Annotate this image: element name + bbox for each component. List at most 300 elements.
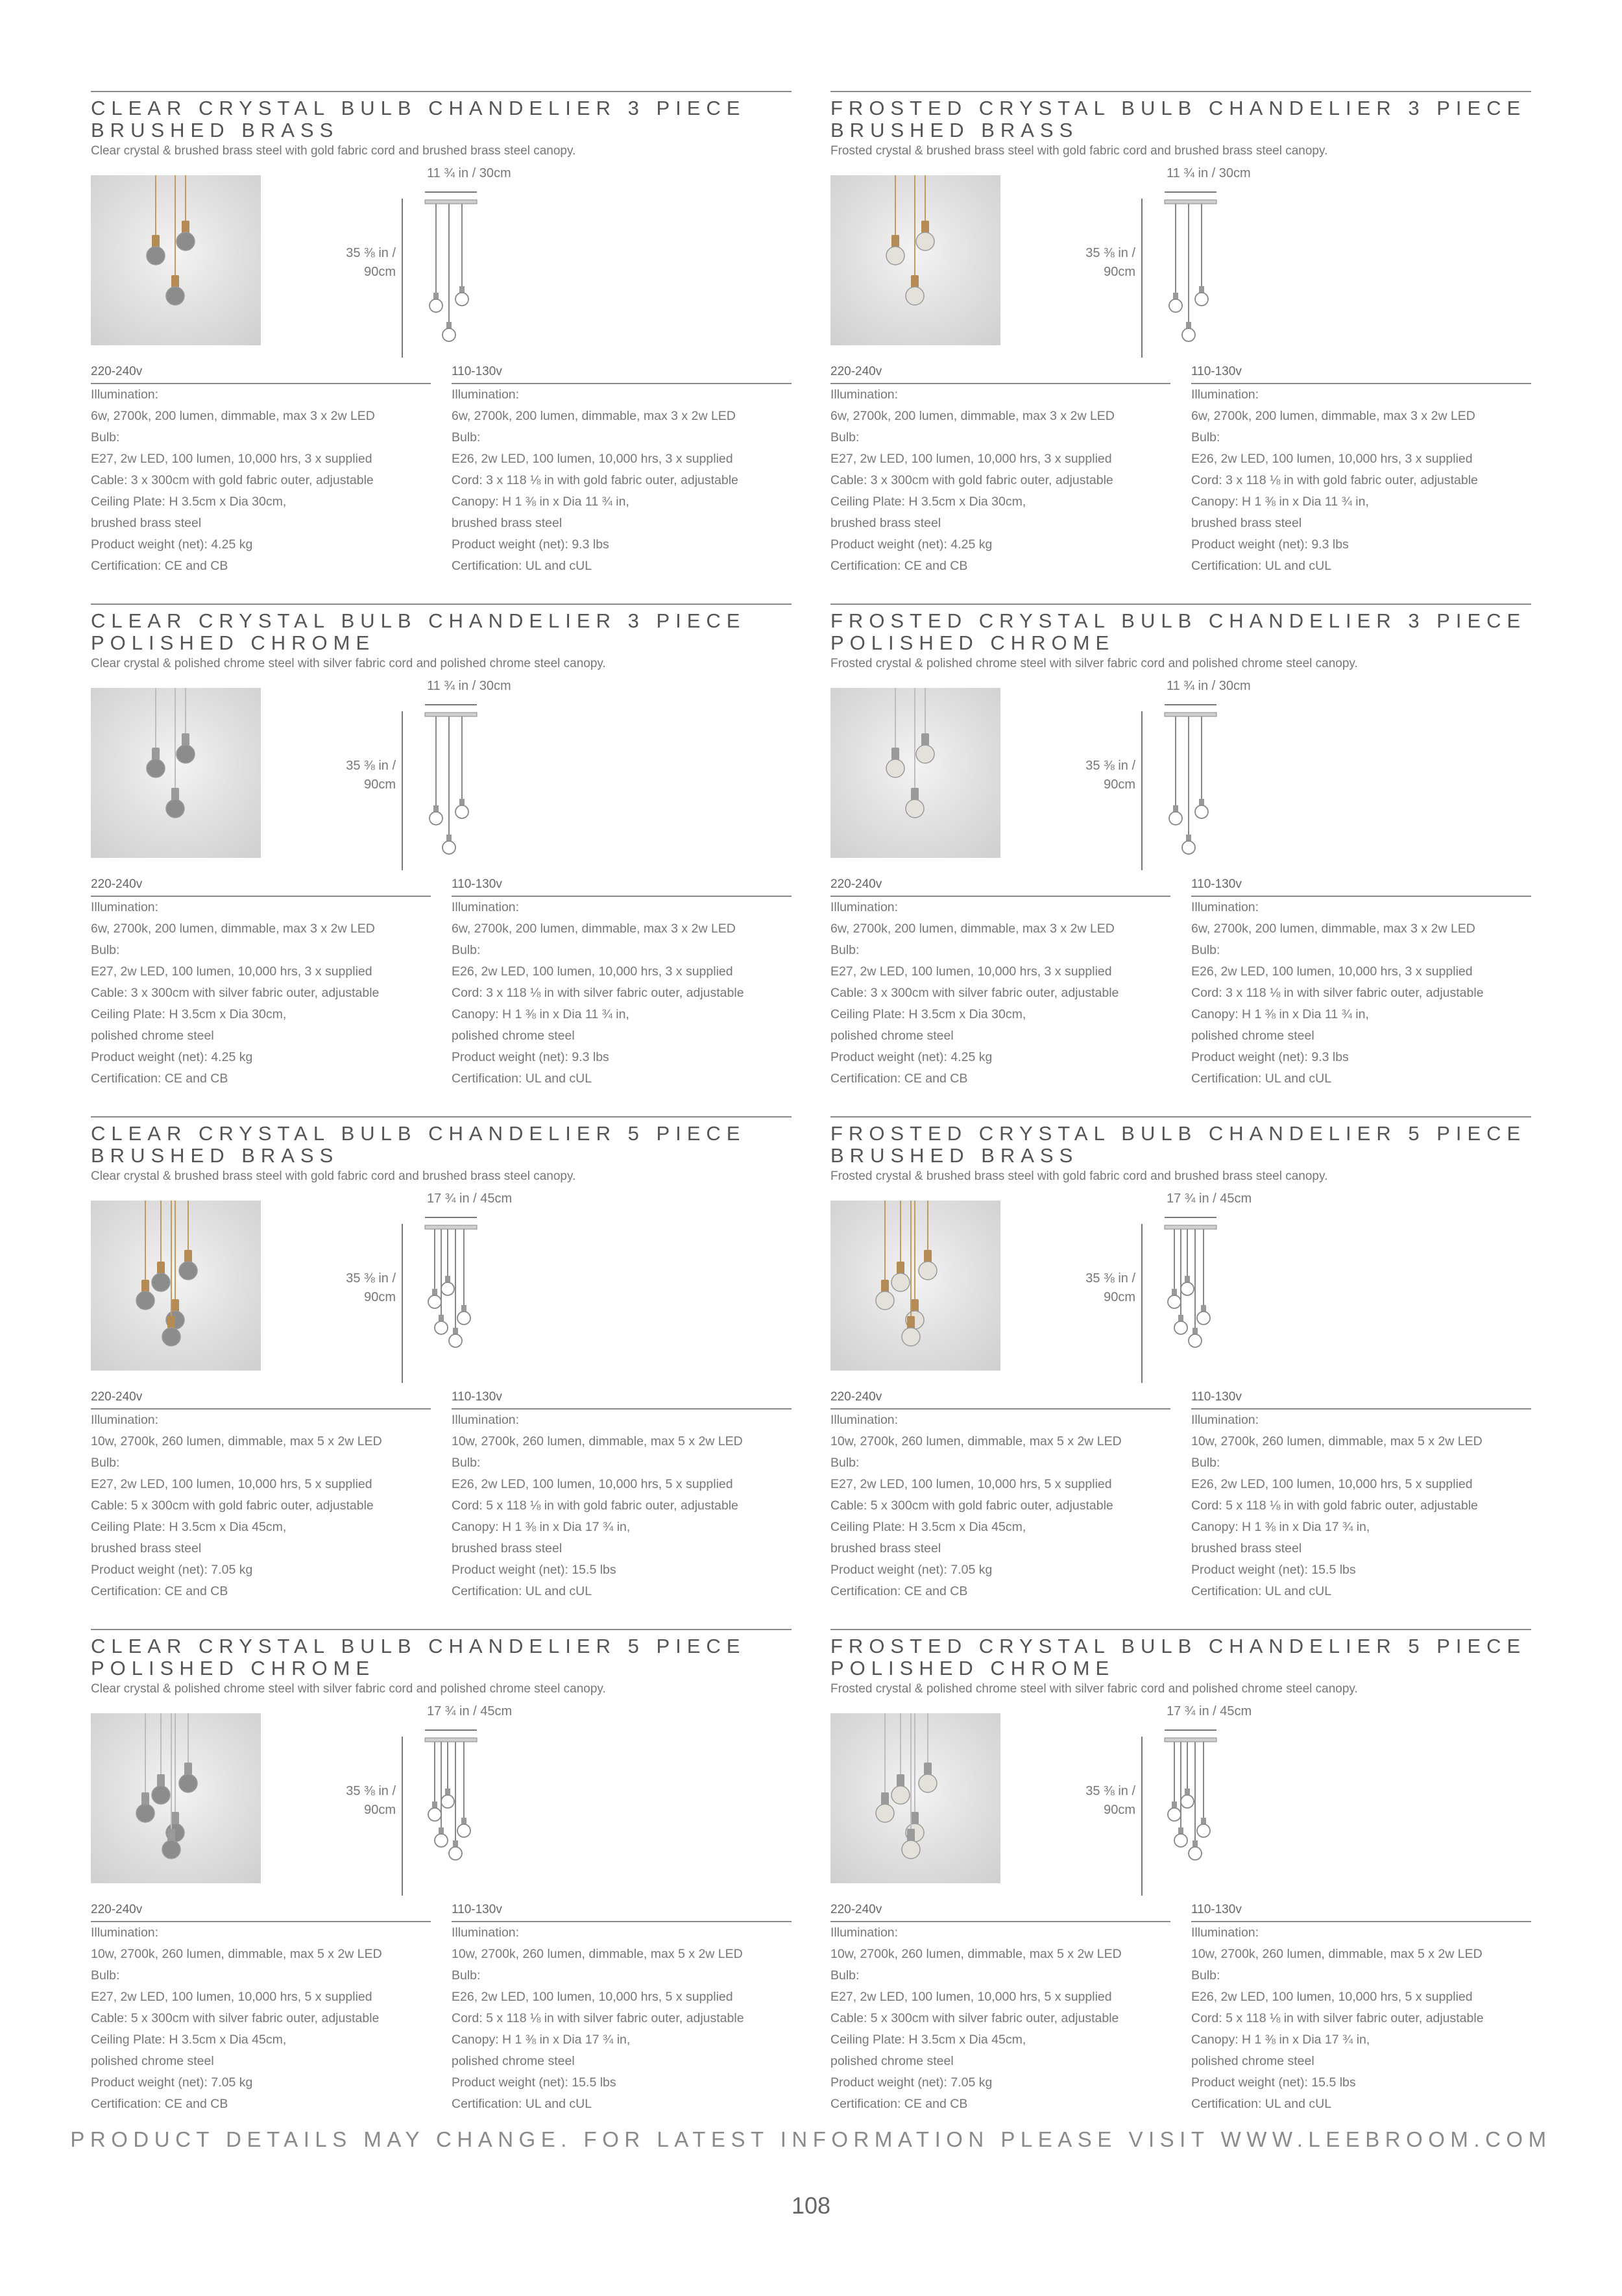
spec-line: Illumination: — [91, 1925, 159, 1940]
bulb-shape — [162, 1840, 180, 1859]
bulb-shape — [441, 1282, 454, 1295]
height-dimension: 35 ⅜ in / 90cm — [346, 1784, 396, 1817]
spec-line: brushed brass steel — [830, 1541, 941, 1556]
spec-line: Product weight (net): 9.3 lbs — [452, 537, 609, 552]
spec-line: Canopy: H 1 ⅜ in x Dia 11 ¾ in, — [1191, 495, 1369, 509]
spec-line: Illumination: — [452, 900, 520, 914]
product-photo — [830, 175, 1000, 345]
spec-line: Illumination: — [452, 387, 520, 402]
spec-line: Certification: CE and CB — [91, 1071, 228, 1086]
product-description: Frosted crystal & polished chrome steel with silver fabric cord and polished chrome steel canopy. — [830, 657, 1358, 670]
lamp-holder-shape — [182, 733, 189, 746]
spec-line: Bulb: — [452, 1456, 481, 1470]
dimension-diagram — [1019, 166, 1343, 361]
lamp-holder-shape — [453, 1840, 458, 1847]
dimension-diagram — [279, 1191, 603, 1386]
canopy-shape — [1165, 1738, 1216, 1742]
product-title: CLEAR CRYSTAL BULB CHANDELIER 3 PIECE BRUSHED BRASS — [91, 97, 746, 141]
spec-line: Illumination: — [830, 900, 899, 914]
specifications — [830, 1390, 1531, 1602]
spec-line: 10w, 2700k, 260 lumen, dimmable, max 5 x 2w LED — [91, 1434, 382, 1448]
lamp-holder-shape — [911, 1299, 919, 1312]
bulb-shape — [136, 1804, 154, 1822]
spec-line: Certification: UL and cUL — [1191, 2097, 1332, 2111]
voltage-heading: 110-130v — [452, 1903, 792, 1922]
spec-line: Bulb: — [830, 1968, 860, 1983]
lamp-holder-shape — [167, 1316, 175, 1329]
lamp-holder-shape — [171, 275, 179, 288]
spec-line: Illumination: — [830, 1413, 899, 1427]
width-dimension: 11 ¾ in / 30cm — [427, 166, 511, 180]
spec-column-220-240v — [91, 877, 431, 1090]
spec-line: Cord: 5 x 118 ⅛ in with silver fabric outer, adjustable — [452, 2011, 744, 2025]
spec-line: Bulb: — [91, 943, 120, 957]
footer-notice: PRODUCT DETAILS MAY CHANGE. FOR LATEST INFORMATION PLEASE VISIT WWW.LEEBROOM.COM — [70, 2127, 1552, 2151]
spec-line: Canopy: H 1 ⅜ in x Dia 17 ¾ in, — [1191, 1520, 1370, 1534]
product-title: FROSTED CRYSTAL BULB CHANDELIER 5 PIECE POLISHED CHROME — [830, 1635, 1527, 1679]
spec-line: Illumination: — [1191, 900, 1259, 914]
bulb-shape — [435, 1834, 448, 1847]
spec-line: Cable: 3 x 300cm with silver fabric outer, adjustable — [830, 986, 1119, 1000]
dimension-diagram — [1019, 1704, 1343, 1899]
height-dimension: 35 ⅜ in / 90cm — [346, 246, 396, 279]
spec-line: Certification: UL and cUL — [452, 1071, 592, 1086]
spec-line: Product weight (net): 15.5 lbs — [1191, 1563, 1356, 1577]
spec-line: E26, 2w LED, 100 lumen, 10,000 hrs, 5 x supplied — [452, 1990, 733, 2004]
spec-line: Cord: 3 x 118 ⅛ in with silver fabric outer, adjustable — [1191, 986, 1484, 1000]
lamp-holder-shape — [432, 1289, 437, 1295]
bulb-shape — [886, 247, 904, 265]
lamp-holder-shape — [184, 1763, 192, 1776]
voltage-heading: 110-130v — [1191, 1390, 1531, 1410]
pendant-illustration — [91, 1713, 261, 1883]
lamp-holder-shape — [1186, 322, 1191, 328]
product-photo — [830, 688, 1000, 858]
spec-line: Bulb: — [91, 430, 120, 445]
product-description: Frosted crystal & brushed brass steel with gold fabric cord and brushed brass steel canopy. — [830, 144, 1328, 158]
width-dimension: 11 ¾ in / 30cm — [427, 679, 511, 693]
bulb-shape — [891, 1786, 910, 1804]
canopy-shape — [1165, 200, 1216, 204]
bulb-shape — [166, 287, 184, 305]
spec-line: 6w, 2700k, 200 lumen, dimmable, max 3 x 2w LED — [452, 922, 736, 936]
lamp-holder-shape — [1201, 1305, 1206, 1312]
lamp-holder-shape — [167, 1829, 175, 1842]
bulb-shape — [919, 1774, 937, 1792]
product-photo — [91, 1201, 261, 1371]
lamp-holder-shape — [439, 1315, 444, 1321]
bulb-shape — [1189, 1847, 1202, 1860]
product-description: Clear crystal & brushed brass steel with gold fabric cord and brushed brass steel canopy. — [91, 1169, 576, 1183]
width-dimension: 17 ¾ in / 45cm — [427, 1191, 513, 1206]
spec-line: Bulb: — [452, 943, 481, 957]
spec-line: Illumination: — [1191, 1413, 1259, 1427]
spec-line: 10w, 2700k, 260 lumen, dimmable, max 5 x 2w LED — [452, 1947, 743, 1961]
height-dimension: 35 ⅜ in / 90cm — [346, 1271, 396, 1304]
specifications — [91, 1390, 792, 1602]
spec-line: Ceiling Plate: H 3.5cm x Dia 30cm, — [830, 495, 1026, 509]
bulb-shape — [455, 293, 468, 306]
spec-line: Product weight (net): 7.05 kg — [830, 1563, 993, 1577]
bulb-shape — [152, 1786, 170, 1804]
spec-line: Product weight (net): 4.25 kg — [91, 1050, 253, 1064]
voltage-heading: 220-240v — [830, 1903, 1170, 1922]
width-dimension: 17 ¾ in / 45cm — [427, 1704, 513, 1718]
spec-line: polished chrome steel — [830, 1029, 954, 1043]
spec-line: Illumination: — [830, 1925, 899, 1940]
voltage-heading: 220-240v — [91, 1903, 431, 1922]
spec-line: 6w, 2700k, 200 lumen, dimmable, max 3 x 2w LED — [830, 922, 1115, 936]
spec-line: E27, 2w LED, 100 lumen, 10,000 hrs, 3 x supplied — [91, 452, 372, 466]
lamp-holder-shape — [897, 1774, 904, 1787]
spec-line: E27, 2w LED, 100 lumen, 10,000 hrs, 5 x supplied — [830, 1990, 1112, 2004]
product-description: Clear crystal & polished chrome steel with silver fabric cord and polished chrome steel canopy. — [91, 1682, 606, 1696]
voltage-heading: 110-130v — [452, 365, 792, 384]
bulb-shape — [916, 232, 934, 250]
spec-line: Certification: UL and cUL — [1191, 559, 1332, 573]
spec-line: brushed brass steel — [452, 516, 563, 530]
lamp-holder-shape — [445, 1276, 450, 1282]
width-dimension: 17 ¾ in / 45cm — [1167, 1704, 1252, 1718]
bulb-shape — [430, 299, 442, 312]
bulb-shape — [1189, 1334, 1202, 1347]
pendant-illustration — [91, 1201, 261, 1371]
bulb-shape — [1181, 1282, 1194, 1295]
spec-line: brushed brass steel — [91, 1541, 202, 1556]
spec-line: polished chrome steel — [91, 1029, 214, 1043]
voltage-heading: 110-130v — [452, 1390, 792, 1410]
spec-line: polished chrome steel — [1191, 1029, 1314, 1043]
bulb-shape — [876, 1291, 894, 1310]
lamp-holder-shape — [152, 748, 160, 761]
lamp-holder-shape — [1178, 1827, 1183, 1834]
canopy-shape — [425, 713, 477, 716]
bulb-shape — [876, 1804, 894, 1822]
spec-line: Product weight (net): 4.25 kg — [830, 537, 993, 552]
spec-line: Product weight (net): 9.3 lbs — [452, 1050, 609, 1064]
product-card — [91, 91, 792, 604]
bulb-shape — [1168, 1295, 1181, 1308]
bulb-shape — [147, 247, 165, 265]
spec-line: Bulb: — [830, 430, 860, 445]
spec-line: Cable: 3 x 300cm with gold fabric outer, adjustable — [91, 473, 374, 487]
spec-line: Illumination: — [1191, 387, 1259, 402]
spec-line: 6w, 2700k, 200 lumen, dimmable, max 3 x 2w LED — [452, 409, 736, 423]
lamp-holder-shape — [141, 1280, 149, 1293]
lamp-holder-shape — [453, 1328, 458, 1334]
spec-line: polished chrome steel — [1191, 2054, 1314, 2068]
spec-line: Bulb: — [452, 1968, 481, 1983]
spec-line: Product weight (net): 15.5 lbs — [452, 2075, 616, 2090]
lamp-holder-shape — [1201, 1818, 1206, 1824]
product-grid — [91, 91, 1531, 2142]
spec-column-220-240v — [830, 1390, 1170, 1602]
product-photo — [830, 1201, 1000, 1371]
voltage-heading: 220-240v — [830, 877, 1170, 897]
bulb-shape — [906, 287, 924, 305]
spec-line: Illumination: — [91, 1413, 159, 1427]
dimension-diagram — [1019, 679, 1343, 873]
bulb-shape — [442, 841, 455, 854]
bulb-shape — [457, 1312, 470, 1325]
product-card — [91, 604, 792, 1116]
bulb-shape — [902, 1328, 920, 1346]
spec-line: Cable: 5 x 300cm with gold fabric outer, adjustable — [91, 1498, 374, 1513]
spec-line: Illumination: — [830, 387, 899, 402]
lamp-holder-shape — [459, 799, 465, 805]
spec-line: 10w, 2700k, 260 lumen, dimmable, max 5 x 2w LED — [1191, 1434, 1483, 1448]
spec-line: E26, 2w LED, 100 lumen, 10,000 hrs, 3 x supplied — [452, 964, 733, 979]
dimension-diagram — [279, 679, 603, 873]
spec-line: Certification: CE and CB — [91, 1584, 228, 1598]
spec-line: E26, 2w LED, 100 lumen, 10,000 hrs, 5 x supplied — [452, 1477, 733, 1491]
spec-column-110-130v — [1191, 365, 1531, 577]
canopy-shape — [425, 1225, 477, 1229]
lamp-holder-shape — [1173, 293, 1178, 299]
lamp-holder-shape — [184, 1250, 192, 1263]
spec-column-220-240v — [91, 1390, 431, 1602]
bulb-shape — [1174, 1321, 1187, 1334]
bulb-shape — [1197, 1824, 1210, 1837]
specifications — [830, 1903, 1531, 2115]
bulb-shape — [1182, 841, 1195, 854]
spec-line: Cord: 3 x 118 ⅛ in with silver fabric outer, adjustable — [452, 986, 744, 1000]
canopy-shape — [1165, 1225, 1216, 1229]
spec-line: Illumination: — [452, 1413, 520, 1427]
spec-line: Bulb: — [830, 1456, 860, 1470]
lamp-holder-shape — [881, 1792, 889, 1805]
bulb-shape — [442, 328, 455, 341]
lamp-holder-shape — [911, 788, 919, 801]
canopy-shape — [425, 1738, 477, 1742]
spec-line: 6w, 2700k, 200 lumen, dimmable, max 3 x 2w LED — [830, 409, 1115, 423]
spec-line: Bulb: — [830, 943, 860, 957]
product-title: CLEAR CRYSTAL BULB CHANDELIER 3 PIECE POLISHED CHROME — [91, 610, 746, 654]
bulb-shape — [176, 745, 195, 763]
spec-line: 10w, 2700k, 260 lumen, dimmable, max 5 x 2w LED — [452, 1434, 743, 1448]
spec-line: polished chrome steel — [452, 1029, 575, 1043]
voltage-heading: 110-130v — [1191, 365, 1531, 384]
lamp-holder-shape — [1192, 1328, 1198, 1334]
bulb-shape — [457, 1824, 470, 1837]
spec-line: polished chrome steel — [91, 2054, 214, 2068]
spec-line: 6w, 2700k, 200 lumen, dimmable, max 3 x 2w LED — [1191, 922, 1475, 936]
lamp-holder-shape — [1178, 1315, 1183, 1321]
bulb-shape — [916, 745, 934, 763]
lamp-holder-shape — [911, 1812, 919, 1825]
bulb-shape — [428, 1295, 441, 1308]
lamp-holder-shape — [157, 1262, 165, 1275]
lamp-holder-shape — [182, 221, 189, 234]
product-title: FROSTED CRYSTAL BULB CHANDELIER 3 PIECE BRUSHED BRASS — [830, 97, 1527, 141]
bulb-shape — [147, 759, 165, 777]
pendant-illustration — [830, 175, 1000, 345]
spec-line: Cord: 5 x 118 ⅛ in with silver fabric outer, adjustable — [1191, 2011, 1484, 2025]
spec-line: 10w, 2700k, 260 lumen, dimmable, max 5 x 2w LED — [830, 1434, 1122, 1448]
bulb-shape — [1169, 812, 1182, 825]
spec-column-220-240v — [830, 1903, 1170, 2115]
spec-line: Cord: 3 x 118 ⅛ in with gold fabric outer, adjustable — [1191, 473, 1478, 487]
pendant-illustration — [830, 688, 1000, 858]
spec-line: Product weight (net): 9.3 lbs — [1191, 537, 1349, 552]
spec-column-110-130v — [452, 365, 792, 577]
spec-line: polished chrome steel — [830, 2054, 954, 2068]
voltage-heading: 220-240v — [91, 1390, 431, 1410]
product-title: CLEAR CRYSTAL BULB CHANDELIER 5 PIECE BRUSHED BRASS — [91, 1123, 746, 1167]
width-dimension: 11 ¾ in / 30cm — [1167, 166, 1251, 180]
lamp-holder-shape — [141, 1792, 149, 1805]
spec-line: 10w, 2700k, 260 lumen, dimmable, max 5 x 2w LED — [91, 1947, 382, 1961]
spec-line: Ceiling Plate: H 3.5cm x Dia 45cm, — [91, 1520, 287, 1534]
product-photo — [91, 175, 261, 345]
lamp-holder-shape — [433, 805, 439, 812]
bulb-shape — [1197, 1312, 1210, 1325]
spec-column-110-130v — [1191, 1390, 1531, 1602]
spec-line: Illumination: — [91, 900, 159, 914]
spec-line: Certification: UL and cUL — [452, 559, 592, 573]
spec-line: Certification: UL and cUL — [1191, 1071, 1332, 1086]
product-description: Frosted crystal & brushed brass steel with gold fabric cord and brushed brass steel canopy. — [830, 1169, 1328, 1183]
voltage-heading: 220-240v — [830, 365, 1170, 384]
lamp-holder-shape — [433, 293, 439, 299]
product-card — [91, 1116, 792, 1629]
voltage-heading: 110-130v — [452, 877, 792, 897]
dimension-diagram — [279, 1704, 603, 1899]
bulb-shape — [1174, 1834, 1187, 1847]
bulb-shape — [435, 1321, 448, 1334]
product-title: CLEAR CRYSTAL BULB CHANDELIER 5 PIECE POLISHED CHROME — [91, 1635, 746, 1679]
pendant-illustration — [91, 688, 261, 858]
spec-line: brushed brass steel — [452, 1541, 563, 1556]
spec-line: Cord: 3 x 118 ⅛ in with gold fabric outer, adjustable — [452, 473, 738, 487]
lamp-holder-shape — [439, 1827, 444, 1834]
height-dimension: 35 ⅜ in / 90cm — [346, 759, 396, 792]
lamp-holder-shape — [171, 788, 179, 801]
lamp-holder-shape — [891, 235, 899, 248]
specifications — [830, 365, 1531, 577]
spec-line: Canopy: H 1 ⅜ in x Dia 17 ¾ in, — [452, 2033, 631, 2047]
lamp-holder-shape — [152, 235, 160, 248]
bulb-shape — [1182, 328, 1195, 341]
bulb-shape — [428, 1808, 441, 1821]
height-dimension: 35 ⅜ in / 90cm — [1085, 759, 1135, 792]
bulb-shape — [449, 1847, 462, 1860]
lamp-holder-shape — [924, 1763, 932, 1776]
height-dimension: 35 ⅜ in / 90cm — [1085, 1271, 1135, 1304]
height-dimension: 35 ⅜ in / 90cm — [1085, 1784, 1135, 1817]
specifications — [830, 877, 1531, 1090]
voltage-heading: 220-240v — [830, 1390, 1170, 1410]
spec-line: Cable: 5 x 300cm with silver fabric outer, adjustable — [830, 2011, 1119, 2025]
lamp-holder-shape — [1192, 1840, 1198, 1847]
lamp-holder-shape — [171, 1299, 179, 1312]
lamp-holder-shape — [1186, 835, 1191, 841]
product-card — [830, 604, 1531, 1116]
bulb-shape — [441, 1795, 454, 1808]
product-description: Clear crystal & brushed brass steel with gold fabric cord and brushed brass steel canopy. — [91, 144, 576, 158]
spec-line: Ceiling Plate: H 3.5cm x Dia 30cm, — [91, 495, 287, 509]
lamp-holder-shape — [907, 1829, 915, 1842]
spec-line: Product weight (net): 7.05 kg — [830, 2075, 993, 2090]
spec-line: Certification: UL and cUL — [452, 1584, 592, 1598]
voltage-heading: 110-130v — [1191, 877, 1531, 897]
specifications — [91, 1903, 792, 2115]
spec-line: Product weight (net): 7.05 kg — [91, 1563, 253, 1577]
spec-line: Certification: CE and CB — [91, 559, 228, 573]
spec-line: 10w, 2700k, 260 lumen, dimmable, max 5 x 2w LED — [1191, 1947, 1483, 1961]
spec-line: Cable: 5 x 300cm with silver fabric outer, adjustable — [91, 2011, 380, 2025]
specifications — [91, 365, 792, 577]
spec-line: Bulb: — [1191, 1968, 1220, 1983]
spec-line: Ceiling Plate: H 3.5cm x Dia 45cm, — [830, 2033, 1026, 2047]
bulb-shape — [162, 1328, 180, 1346]
product-card — [91, 1629, 792, 2142]
bulb-shape — [1195, 805, 1208, 818]
spec-line: Certification: CE and CB — [830, 559, 968, 573]
lamp-holder-shape — [1185, 1789, 1190, 1795]
spec-column-220-240v — [830, 877, 1170, 1090]
lamp-holder-shape — [921, 733, 929, 746]
bulb-shape — [176, 232, 195, 250]
lamp-holder-shape — [1172, 1289, 1177, 1295]
pendant-illustration — [830, 1713, 1000, 1883]
spec-line: 6w, 2700k, 200 lumen, dimmable, max 3 x 2w LED — [91, 922, 375, 936]
lamp-holder-shape — [891, 748, 899, 761]
spec-line: E27, 2w LED, 100 lumen, 10,000 hrs, 5 x supplied — [830, 1477, 1112, 1491]
product-card — [830, 1629, 1531, 2142]
spec-line: brushed brass steel — [1191, 1541, 1302, 1556]
bulb-shape — [919, 1262, 937, 1280]
spec-line: Ceiling Plate: H 3.5cm x Dia 45cm, — [91, 2033, 287, 2047]
spec-column-110-130v — [1191, 877, 1531, 1090]
spec-line: E27, 2w LED, 100 lumen, 10,000 hrs, 5 x supplied — [91, 1990, 372, 2004]
spec-line: Cable: 5 x 300cm with gold fabric outer, adjustable — [830, 1498, 1113, 1513]
lamp-holder-shape — [445, 1789, 450, 1795]
product-card — [830, 91, 1531, 604]
specifications — [91, 877, 792, 1090]
spec-line: Canopy: H 1 ⅜ in x Dia 17 ¾ in, — [452, 1520, 631, 1534]
lamp-holder-shape — [1185, 1276, 1190, 1282]
spec-column-110-130v — [452, 877, 792, 1090]
spec-line: 6w, 2700k, 200 lumen, dimmable, max 3 x 2w LED — [91, 409, 375, 423]
spec-line: Certification: CE and CB — [830, 1071, 968, 1086]
spec-line: Certification: CE and CB — [830, 1584, 968, 1598]
spec-line: Certification: UL and cUL — [452, 2097, 592, 2111]
bulb-shape — [430, 812, 442, 825]
spec-line: Canopy: H 1 ⅜ in x Dia 17 ¾ in, — [1191, 2033, 1370, 2047]
width-dimension: 11 ¾ in / 30cm — [1167, 679, 1251, 693]
spec-line: Product weight (net): 4.25 kg — [91, 537, 253, 552]
spec-line: Cord: 5 x 118 ⅛ in with gold fabric outer, adjustable — [452, 1498, 738, 1513]
spec-line: brushed brass steel — [830, 516, 941, 530]
bulb-shape — [891, 1273, 910, 1291]
spec-line: Certification: CE and CB — [91, 2097, 228, 2111]
bulb-shape — [152, 1273, 170, 1291]
spec-column-110-130v — [1191, 1903, 1531, 2115]
product-card — [830, 1116, 1531, 1629]
spec-line: E26, 2w LED, 100 lumen, 10,000 hrs, 3 x supplied — [1191, 964, 1473, 979]
spec-line: Bulb: — [1191, 943, 1220, 957]
spec-line: brushed brass steel — [91, 516, 202, 530]
height-dimension: 35 ⅜ in / 90cm — [1085, 246, 1135, 279]
product-photo — [91, 688, 261, 858]
spec-line: E26, 2w LED, 100 lumen, 10,000 hrs, 3 x supplied — [1191, 452, 1473, 466]
voltage-heading: 220-240v — [91, 877, 431, 897]
lamp-holder-shape — [459, 286, 465, 293]
lamp-holder-shape — [1172, 1801, 1177, 1808]
lamp-holder-shape — [432, 1801, 437, 1808]
bulb-shape — [902, 1840, 920, 1859]
